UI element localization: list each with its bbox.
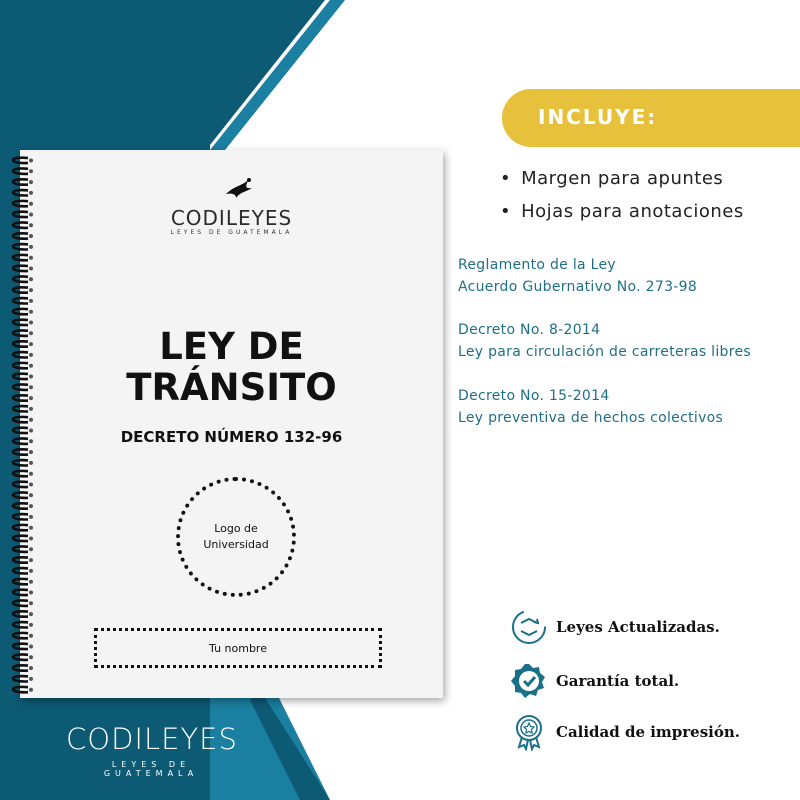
spiral-coil xyxy=(13,676,28,681)
notebook-mockup xyxy=(20,150,443,698)
spiral-hole xyxy=(29,537,33,541)
spiral-hole xyxy=(29,256,33,260)
extra-law-3-title: Decreto No. 15-2014 xyxy=(458,388,610,404)
spiral-coil xyxy=(13,557,28,562)
spiral-hole xyxy=(29,159,33,163)
spiral-hole xyxy=(29,321,33,325)
spiral-hole xyxy=(29,623,33,627)
extra-law-1 xyxy=(458,254,697,298)
spiral-hole xyxy=(29,169,33,173)
spiral-hole xyxy=(29,688,33,692)
spiral-coil xyxy=(13,168,28,173)
university-logo-text: Logo de Universidad xyxy=(203,522,269,551)
spiral-hole xyxy=(29,515,33,519)
spiral-coil xyxy=(13,276,28,281)
spiral-coil xyxy=(13,460,28,465)
spiral-coil xyxy=(13,665,28,670)
feature-print-quality-label: Calidad de impresión. xyxy=(556,723,741,741)
university-logo-placeholder xyxy=(176,477,296,597)
book-subtitle: DECRETO NÚMERO 132-96 xyxy=(120,428,343,446)
spiral-coil xyxy=(13,320,28,325)
spiral-hole xyxy=(29,277,33,281)
spiral-coil xyxy=(13,449,28,454)
spiral-hole xyxy=(29,461,33,465)
spiral-hole xyxy=(29,180,33,184)
spiral-hole xyxy=(29,288,33,292)
name-placeholder-text: Tu nombre xyxy=(209,641,267,655)
spiral-hole xyxy=(29,245,33,249)
refresh-icon xyxy=(510,608,548,646)
feature-guarantee-label: Garantía total. xyxy=(556,672,680,690)
notebook-brand-tagline: LEYES DE GUATEMALA xyxy=(170,229,293,236)
notebook-brand: CODILEYES xyxy=(170,206,293,230)
includes-heading: INCLUYE: xyxy=(538,105,658,129)
spiral-coil xyxy=(13,600,28,605)
spiral-coil xyxy=(13,536,28,541)
spiral-coil xyxy=(13,482,28,487)
spiral-hole xyxy=(29,267,33,271)
spiral-coil xyxy=(13,644,28,649)
footer-brand: CODILEYES xyxy=(66,722,238,756)
spiral-hole xyxy=(29,591,33,595)
bird-logo-icon xyxy=(224,176,258,202)
spiral-hole xyxy=(29,645,33,649)
footer-brand-tagline: LEYES DE GUATEMALA xyxy=(103,760,199,778)
spiral-hole xyxy=(29,580,33,584)
spiral-coil xyxy=(13,179,28,184)
spiral-coil xyxy=(13,579,28,584)
spiral-hole xyxy=(29,299,33,303)
name-placeholder-box xyxy=(94,628,382,668)
book-title-line2: TRÁNSITO xyxy=(126,366,337,409)
spiral-hole xyxy=(29,504,33,508)
spiral-hole xyxy=(29,472,33,476)
spiral-coil xyxy=(13,546,28,551)
spiral-coil xyxy=(13,525,28,530)
spiral-hole xyxy=(29,191,33,195)
spiral-coil xyxy=(13,622,28,627)
extra-law-1-detail: Acuerdo Gubernativo No. 273-98 xyxy=(458,279,698,295)
spiral-hole xyxy=(29,634,33,638)
include-bullet-1: • Margen para apuntes xyxy=(500,168,723,189)
spiral-coil xyxy=(13,503,28,508)
spiral-coil xyxy=(13,255,28,260)
award-star-icon xyxy=(510,713,548,751)
spiral-hole xyxy=(29,677,33,681)
book-title xyxy=(20,326,443,408)
spiral-hole xyxy=(29,418,33,422)
feature-updated-laws-label: Leyes Actualizadas. xyxy=(556,618,720,636)
spiral-coil xyxy=(13,298,28,303)
spiral-hole xyxy=(29,569,33,573)
feature-guarantee xyxy=(510,661,679,701)
spiral-coil xyxy=(13,568,28,573)
spiral-coil xyxy=(13,158,28,163)
include-bullet-2: • Hojas para anotaciones xyxy=(500,201,744,222)
feature-print-quality xyxy=(510,712,740,752)
spiral-coil xyxy=(13,654,28,659)
spiral-coil xyxy=(13,266,28,271)
spiral-coil xyxy=(13,514,28,519)
spiral-coil xyxy=(13,190,28,195)
spiral-hole xyxy=(29,601,33,605)
spiral-hole xyxy=(29,526,33,530)
check-badge-icon xyxy=(510,662,548,700)
spiral-hole xyxy=(29,655,33,659)
extra-law-3-detail: Ley preventiva de hechos colectivos xyxy=(458,410,724,426)
spiral-hole xyxy=(29,310,33,314)
spiral-coil xyxy=(13,244,28,249)
extra-law-3 xyxy=(458,385,723,429)
spiral-coil xyxy=(13,590,28,595)
extra-law-2 xyxy=(458,319,751,363)
extra-law-1-title: Reglamento de la Ley xyxy=(458,257,617,273)
extra-law-2-detail: Ley para circulación de carreteras libres xyxy=(458,344,752,360)
spiral-coil xyxy=(13,492,28,497)
spiral-coil xyxy=(13,471,28,476)
spiral-hole xyxy=(29,558,33,562)
spiral-coil xyxy=(13,611,28,616)
spiral-coil xyxy=(13,287,28,292)
spiral-hole xyxy=(29,666,33,670)
includes-banner xyxy=(502,89,800,147)
spiral-coil xyxy=(13,417,28,422)
spiral-hole xyxy=(29,547,33,551)
spiral-hole xyxy=(29,493,33,497)
feature-updated-laws xyxy=(510,607,720,647)
spiral-coil xyxy=(13,633,28,638)
spiral-hole xyxy=(29,612,33,616)
spiral-hole xyxy=(29,483,33,487)
spiral-hole xyxy=(29,450,33,454)
spiral-coil xyxy=(13,687,28,692)
book-title-line1: LEY DE xyxy=(159,325,304,368)
spiral-coil xyxy=(13,309,28,314)
extra-law-2-title: Decreto No. 8-2014 xyxy=(458,322,601,338)
